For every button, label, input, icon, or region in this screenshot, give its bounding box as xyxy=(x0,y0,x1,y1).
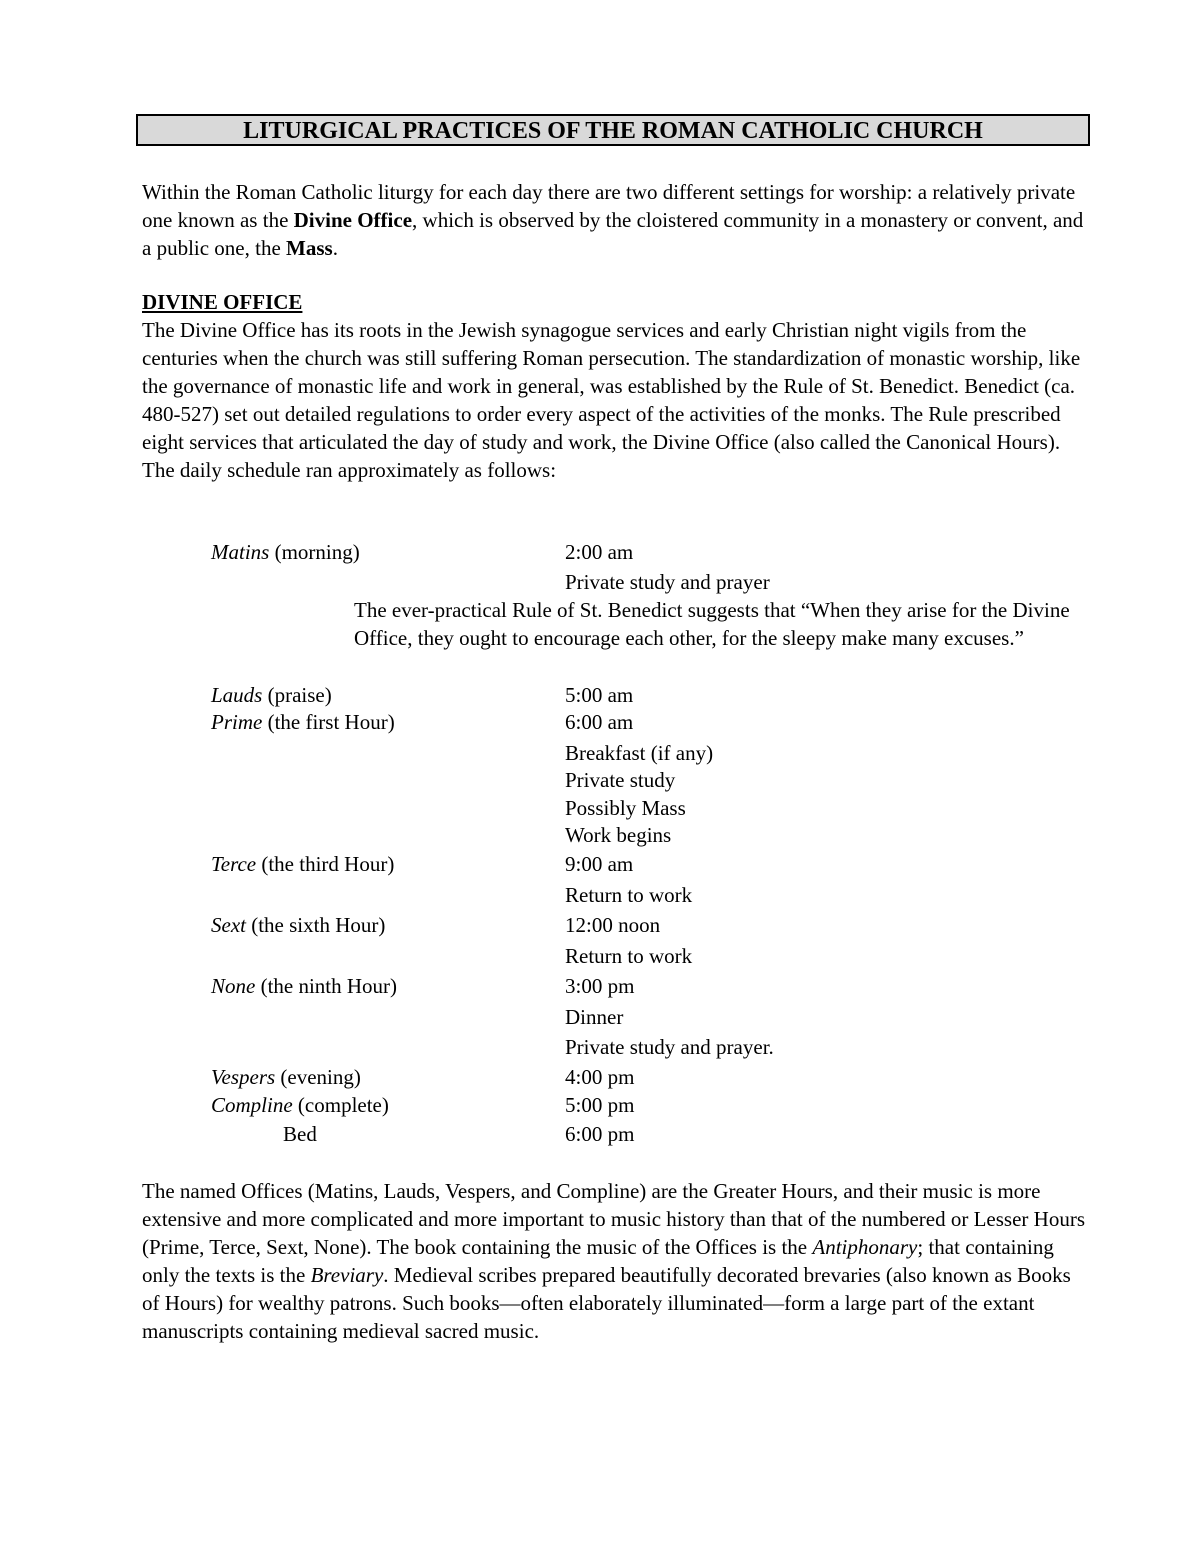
schedule-note xyxy=(0,794,1200,822)
schedule-row-bed xyxy=(0,1120,1200,1148)
activity-note: Return to work xyxy=(565,944,693,968)
schedule-row-vespers xyxy=(0,1063,1200,1091)
hour-desc: (the third Hour) xyxy=(256,852,395,876)
hour-name: Bed xyxy=(283,1122,317,1146)
hour-name: Sext xyxy=(211,913,246,937)
hour-name: Prime xyxy=(211,710,263,734)
hour-name: Compline xyxy=(211,1093,293,1117)
hour-desc: (complete) xyxy=(292,1093,389,1117)
hour-label xyxy=(211,850,394,878)
hour-label xyxy=(211,1063,361,1091)
closing-paragraph xyxy=(142,1177,1092,1345)
activity-note: Breakfast (if any) xyxy=(565,741,714,765)
activity-note: Dinner xyxy=(565,1005,624,1029)
intro-text: Within the Roman Catholic liturgy for each day there are two different settings for worship: a relatively private one known as the xyxy=(142,180,1076,232)
hour-desc: (morning) xyxy=(269,540,360,564)
hour-time: 2:00 am xyxy=(565,540,634,564)
hour-time: 9:00 am xyxy=(565,852,634,876)
schedule-row-compline xyxy=(0,1091,1200,1119)
hour-name: Matins xyxy=(211,540,270,564)
hour-time: 5:00 pm xyxy=(565,1093,635,1117)
intro-text: , which is observed by the cloistered community in a monastery or convent, and a public one, the xyxy=(142,208,1084,260)
schedule-row-sext xyxy=(0,911,1200,939)
hour-time: 6:00 pm xyxy=(565,1122,635,1146)
breviary-term: Breviary xyxy=(310,1263,384,1287)
schedule-note xyxy=(0,1003,1200,1031)
hour-desc: (praise) xyxy=(262,683,332,707)
divine-office-term: Divine Office xyxy=(293,208,413,232)
closing-text: The named Offices (Matins, Lauds, Vespers, and Compline) are the Greater Hours, and their music is more extensive and more complicated and more important to music history than that of the numbered or Lesser Hours (Prime, Terce, Sext, None). The book containing the music of the Offices is the xyxy=(142,1179,1085,1259)
mass-term: Mass xyxy=(286,236,333,260)
benedict-quote: The ever-practical Rule of St. Benedict suggests that “When they arise for the Divine Office, they ought to encourage each other, for the sleepy make many excuses.” xyxy=(354,598,1070,650)
antiphonary-term: Antiphonary xyxy=(812,1235,918,1259)
schedule-note xyxy=(0,942,1200,970)
hour-label xyxy=(211,708,395,736)
hour-label xyxy=(211,911,385,939)
closing-text: . Medieval scribes prepared beautifully decorated brevaries (also known as Books of Hours) for wealthy patrons. Such books—often elaborately illuminated—form a large part of the extant manuscripts containing medieval sacred music. xyxy=(142,1263,1071,1343)
hour-time: 6:00 am xyxy=(565,710,634,734)
divine-office-paragraph: The Divine Office has its roots in the Jewish synagogue services and early Christian night vigils from the centuries when the church was still suffering Roman persecution. The standardization of monastic worship, like the governance of monastic life and work in general, was established by the Rule of St. Benedict. Benedict (ca. 480-527) set out detailed regulations to order every aspect of the activities of the monks. The Rule prescribed eight services that articulated the day of study and work, the Divine Office (also called the Canonical Hours). The daily schedule ran approximately as follows: xyxy=(142,318,1081,482)
hour-time: 12:00 noon xyxy=(565,913,661,937)
schedule-note xyxy=(0,881,1200,909)
schedule-note xyxy=(0,568,1200,596)
intro-text: . xyxy=(332,236,338,260)
schedule-row-none xyxy=(0,972,1200,1000)
hour-desc: (evening) xyxy=(275,1065,361,1089)
schedule-row-prime xyxy=(0,708,1200,736)
hour-label xyxy=(211,538,360,566)
section-heading-divine-office: DIVINE OFFICE xyxy=(142,290,303,314)
activity-note: Private study and prayer xyxy=(565,570,770,594)
page-title: LITURGICAL PRACTICES OF THE ROMAN CATHOLIC CHURCH xyxy=(136,114,1090,146)
schedule-note xyxy=(0,1033,1200,1061)
schedule-row-terce xyxy=(0,850,1200,878)
hour-desc: (the ninth Hour) xyxy=(255,974,398,998)
schedule-row-lauds xyxy=(0,681,1200,709)
hour-time: 3:00 pm xyxy=(565,974,635,998)
hour-name: Lauds xyxy=(211,683,263,707)
schedule-note xyxy=(0,739,1200,767)
hour-name: None xyxy=(211,974,256,998)
hour-name: Vespers xyxy=(211,1065,276,1089)
hour-desc: (the first Hour) xyxy=(262,710,395,734)
schedule-note xyxy=(0,821,1200,849)
hour-desc: (the sixth Hour) xyxy=(245,913,386,937)
schedule-row-matins xyxy=(0,538,1200,566)
schedule-note xyxy=(0,766,1200,794)
hour-name: Terce xyxy=(211,852,257,876)
hour-label xyxy=(211,681,332,709)
hour-time: 4:00 pm xyxy=(565,1065,635,1089)
activity-note: Work begins xyxy=(565,823,672,847)
hour-label xyxy=(211,972,397,1000)
activity-note: Private study and prayer. xyxy=(565,1035,774,1059)
hour-label xyxy=(211,1091,389,1119)
intro-paragraph xyxy=(142,178,1092,262)
activity-note: Return to work xyxy=(565,883,693,907)
activity-note: Possibly Mass xyxy=(565,796,686,820)
closing-text: ; that containing only the texts is the xyxy=(142,1235,1054,1287)
activity-note: Private study xyxy=(565,768,676,792)
hour-time: 5:00 am xyxy=(565,683,634,707)
